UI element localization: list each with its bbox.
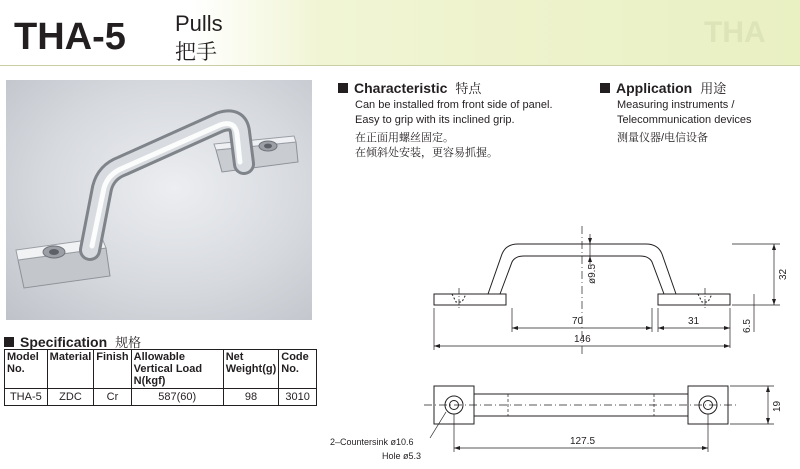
table-cell: 98	[223, 389, 279, 406]
square-bullet-icon	[338, 83, 348, 93]
dimension-drawing	[328, 222, 794, 466]
characteristic-text	[355, 98, 553, 161]
square-bullet-icon	[600, 83, 610, 93]
dim-rod-diameter: ø9.5	[587, 263, 598, 284]
characteristic-line: 在正面用螺丝固定。	[355, 132, 454, 144]
square-bullet-icon	[4, 337, 14, 347]
application-line: 测量仪器/电信设备	[617, 132, 709, 144]
column-header: Finish	[94, 350, 131, 389]
table-header-row	[5, 350, 317, 389]
application-text	[617, 98, 752, 146]
dim-width: 19	[772, 400, 783, 412]
watermark-model: THA	[704, 16, 766, 49]
model-number: THA-5	[14, 16, 126, 58]
application-heading: Application 用途	[600, 78, 726, 97]
column-header: Material	[47, 350, 94, 389]
table-cell: ZDC	[47, 389, 94, 406]
dim-height: 32	[778, 268, 789, 280]
dim-base-thickness: 6.5	[742, 319, 753, 333]
specification-heading: Specification 规格	[4, 332, 141, 351]
table-row	[5, 389, 317, 406]
column-header: Allowable Vertical Load N(kgf)	[131, 350, 223, 389]
column-header: Code No.	[279, 350, 317, 389]
application-line: Telecommunication devices	[617, 114, 752, 126]
specification-table	[4, 349, 317, 406]
dim-base-length: 31	[688, 316, 700, 327]
product-photo	[6, 80, 312, 320]
dim-pitch: 127.5	[570, 436, 596, 447]
hole-note: Hole ø5.3	[382, 451, 422, 461]
pull-handle-illustration	[6, 80, 312, 320]
dim-overall: 146	[574, 334, 591, 345]
countersink-note: 2–Countersink ø10.6	[330, 437, 414, 447]
characteristic-line: Can be installed from front side of panel.	[355, 99, 553, 111]
table-cell: 3010	[279, 389, 317, 406]
column-header: Net Weight(g)	[223, 350, 279, 389]
right-base-outline	[658, 294, 730, 305]
product-title-cn: 把手	[175, 41, 217, 64]
column-header: Model No.	[5, 350, 48, 389]
table-cell: Cr	[94, 389, 131, 406]
characteristic-line: 在倾斜处安装，更容易抓握。	[355, 147, 498, 159]
table-cell: 587(60)	[131, 389, 223, 406]
product-title-en: Pulls	[175, 11, 223, 36]
application-line: Measuring instruments /	[617, 99, 735, 111]
characteristic-line: Easy to grip with its inclined grip.	[355, 114, 515, 126]
dim-inner: 70	[572, 316, 584, 327]
left-base-outline	[434, 294, 506, 305]
characteristic-heading: Characteristic 特点	[338, 78, 481, 97]
table-cell: THA-5	[5, 389, 48, 406]
header-banner	[0, 0, 800, 66]
